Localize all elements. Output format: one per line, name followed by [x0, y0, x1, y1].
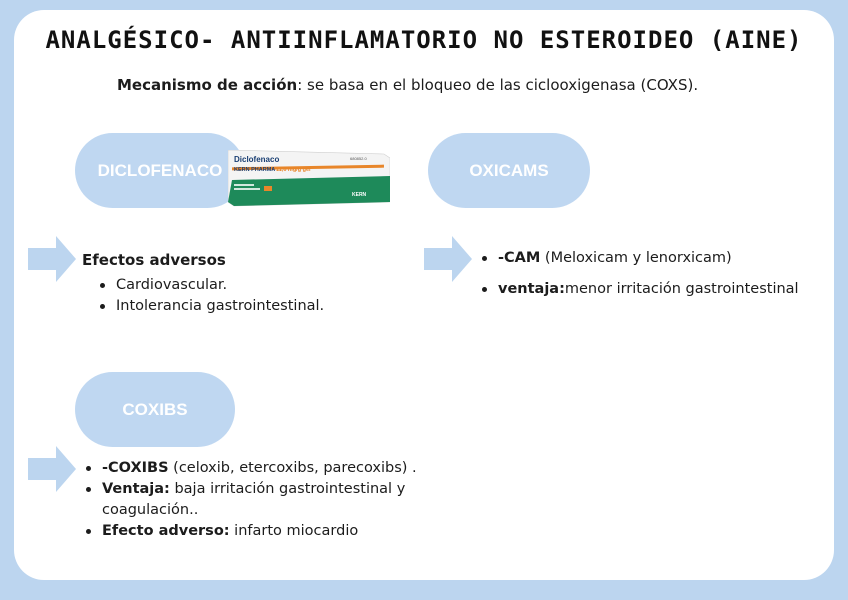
mechanism-description: : se basa en el bloqueo de las ciclooxigenasa (COXS).	[297, 76, 699, 94]
mechanism-label: Mecanismo de acción	[117, 76, 298, 94]
list-item-text: (celoxib, etercoxibs, parecoxibs) .	[168, 460, 417, 476]
list-item	[478, 279, 799, 300]
adverse-effects-heading: Efectos adversos	[82, 251, 226, 269]
arrow-right-icon	[28, 236, 76, 282]
oxicams-pill: OXICAMS	[428, 133, 590, 208]
list-item-bold: -CAM	[498, 250, 541, 266]
list-item-text: menor irritación gastrointestinal	[564, 281, 799, 297]
arrow-right-icon	[424, 236, 472, 282]
coxibs-pill: COXIBS	[75, 372, 235, 447]
product-brand: Diclofenaco	[234, 155, 280, 164]
product-logo: KERN	[352, 192, 367, 198]
list-item	[82, 479, 432, 521]
list-item-bold: Efecto adverso:	[102, 523, 230, 539]
list-item-bold: ventaja:	[498, 281, 565, 297]
list-item-text: infarto miocardio	[229, 523, 359, 539]
list-item-text: (Meloxicam y lenorxicam)	[540, 250, 732, 266]
list-item-bold: Ventaja:	[102, 481, 170, 497]
coxibs-list	[82, 458, 432, 542]
product-dose: 11,6 mg/g gel	[276, 167, 311, 173]
diclofenaco-product-image	[228, 150, 390, 208]
list-item-bold: -COXIBS	[102, 460, 169, 476]
diclofenaco-pill: DICLOFENACO	[75, 133, 245, 208]
product-code: 680852.0	[350, 156, 367, 161]
list-item	[82, 521, 432, 542]
list-item: Cardiovascular.	[96, 275, 324, 296]
list-item	[82, 458, 432, 479]
list-item-text: baja irritación gastrointestinal y coagulación..	[102, 481, 406, 518]
list-item: Intolerancia gastrointestinal.	[96, 296, 324, 317]
diclofenaco-effects-list	[96, 275, 324, 317]
mechanism-text	[117, 76, 698, 94]
list-item	[478, 248, 799, 269]
arrow-right-icon	[28, 446, 76, 492]
product-maker: KERN PHARMA	[234, 167, 276, 173]
page-title: ANALGÉSICO- ANTIINFLAMATORIO NO ESTEROIDEO (AINE)	[45, 26, 803, 54]
oxicams-list	[478, 248, 799, 310]
